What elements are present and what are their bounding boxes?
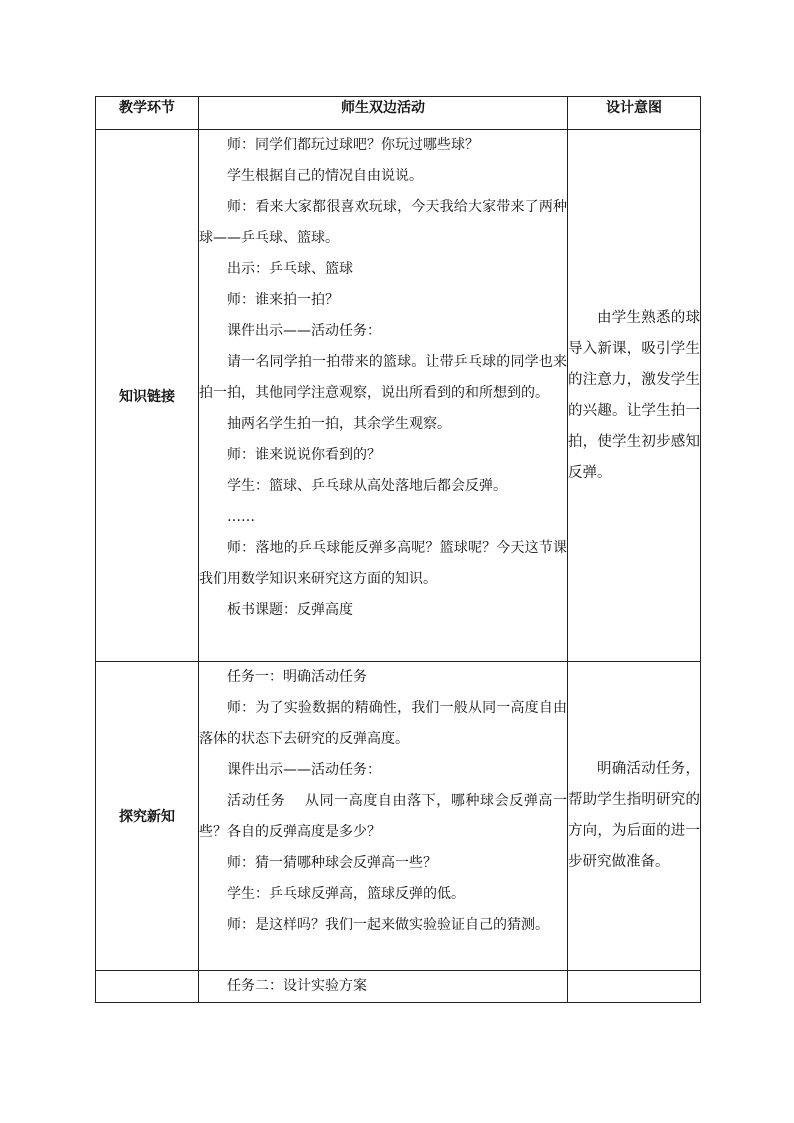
header-stage: 教学环节 bbox=[96, 97, 199, 130]
activity-line: 师：同学们都玩过球吧？你玩过哪些球？ bbox=[227, 137, 479, 153]
activity-line: 师：是这样吗？我们一起来做实验验证自己的猜测。 bbox=[227, 917, 549, 933]
activity-cell bbox=[199, 662, 568, 971]
activity-line: 板书课题：反弹高度 bbox=[227, 602, 353, 618]
stage-cell: 知识链接 bbox=[96, 130, 199, 662]
design-cell bbox=[568, 971, 701, 1003]
activity-line: 任务一：明确活动任务 bbox=[227, 669, 367, 685]
table-row bbox=[96, 971, 701, 1003]
activity-line: 课件出示——活动任务： bbox=[227, 323, 381, 339]
activity-line: 抽两名学生拍一拍，其余学生观察。 bbox=[227, 416, 451, 432]
header-row bbox=[96, 97, 701, 130]
activity-line: 活动任务 从同一高度自由落下，哪种球会反弹高一些？各自的反弹高度是多少？ bbox=[199, 793, 567, 840]
activity-line: 任务二：设计实验方案 bbox=[227, 978, 367, 994]
stage-cell bbox=[96, 971, 199, 1003]
activity-line: 学生：乒乓球反弹高，篮球反弹的低。 bbox=[227, 886, 465, 902]
table-row bbox=[96, 662, 701, 971]
design-cell bbox=[568, 130, 701, 662]
activity-line: 出示：乒乓球、篮球 bbox=[227, 261, 353, 277]
activity-cell bbox=[199, 130, 568, 662]
activity-line: 师：谁来说说你看到的？ bbox=[227, 447, 381, 463]
header-design: 设计意图 bbox=[568, 97, 701, 130]
activity-line: 课件出示——活动任务： bbox=[227, 762, 381, 778]
header-activity: 师生双边活动 bbox=[199, 97, 568, 130]
activity-cell bbox=[199, 971, 568, 1003]
design-cell bbox=[568, 662, 701, 971]
activity-line: 师：落地的乒乓球能反弹多高呢？篮球呢？今天这节课我们用数学知识来研究这方面的知识。 bbox=[199, 540, 567, 587]
lesson-plan-table bbox=[95, 96, 701, 1003]
design-text: 明确活动任务，帮助学生指明研究的方向，为后面的进一步研究做准备。 bbox=[568, 761, 700, 870]
table-row bbox=[96, 130, 701, 662]
stage-cell: 探究新知 bbox=[96, 662, 199, 971]
activity-line: 学生：篮球、乒乓球从高处落地后都会反弹。 bbox=[227, 478, 507, 494]
activity-line: 师：猜一猜哪种球会反弹高一些？ bbox=[227, 855, 437, 871]
activity-line: 师：谁来拍一拍？ bbox=[227, 292, 339, 308]
activity-line: 请一名同学拍一拍带来的篮球。让带乒乓球的同学也来拍一拍，其他同学注意观察，说出所看到的和所想到的。 bbox=[199, 354, 567, 401]
design-text: 由学生熟悉的球导入新课，吸引学生的注意力，激发学生的兴趣。让学生拍一拍，使学生初步感知反弹。 bbox=[568, 309, 700, 481]
activity-line: 师：为了实验数据的精确性，我们一般从同一高度自由落体的状态下去研究的反弹高度。 bbox=[199, 700, 567, 747]
activity-line: …… bbox=[227, 509, 255, 525]
activity-line: 师：看来大家都很喜欢玩球，今天我给大家带来了两种球——乒乓球、篮球。 bbox=[199, 199, 567, 246]
activity-line: 学生根据自己的情况自由说说。 bbox=[227, 168, 423, 184]
